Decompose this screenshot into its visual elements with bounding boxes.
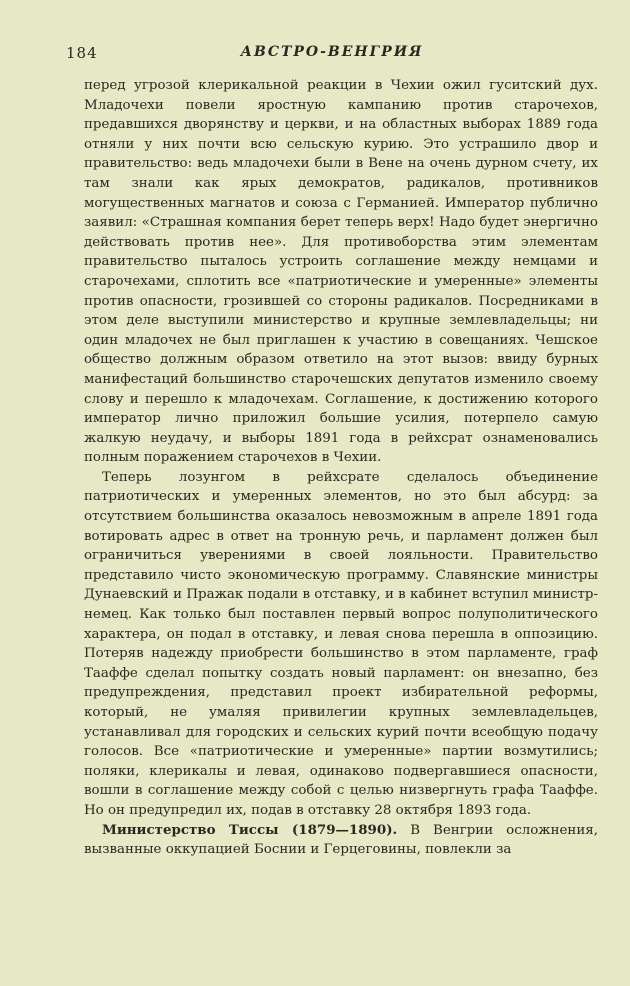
page-body: [84, 76, 598, 860]
page-header: [66, 44, 598, 66]
paragraph-1: перед угрозой клерикальной реакции в Чехии ожил гуситский дух. Младочехи повели яростную кампанию против старочехов, предавшихся дворянству и церкви, и на областных выборах 1889 года отняли у них почти всю сельскую курию. Это устрашило двор и правительство: ведь младочехи были в Вене на очень дурном счету, их там знали как ярых демократов, радикалов, противников могущественных магнатов и союза с Германией. Император публично заявил: «Страшная компания берет теперь верх! Надо будет энергично действовать против нее». Для противоборства этим элементам правительство пыталось устроить соглашение между немцами и старочехами, сплотить все «патриотические и умеренные» элементы против опасности, грозившей со стороны радикалов. Посредниками в этом деле выступили министерство и крупные землевладельцы; ни один младочех не был приглашен к участию в совещаниях. Чешское общество должным образом ответило на этот вызов: ввиду бурных манифестаций большинство старочешских депутатов изменило своему слову и перешло к младочехам. Соглашение, к достижению которого император лично приложил большие усилия, потерпело самую жалкую неудачу, и выборы 1891 года в рейхсрат ознаменовались полным поражением старочехов в Чехии.: [84, 78, 598, 466]
running-head: АВСТРО-ВЕНГРИЯ: [240, 44, 424, 60]
page-number: 184: [66, 44, 98, 62]
paragraph-2: Теперь лозунгом в рейхсрате сделалось объединение патриотических и умеренных элементов, но это был абсурд: за отсутствием большинства оказалось невозможным в апреле 1891 года вотировать адрес в ответ на тронную речь, и парламент должен был ограничиться уверениями в своей лояльности. Правительство представило чисто экономическую программу. Славянские министры Дунаевский и Пражак подали в отставку, и в кабинет вступил министр-немец. Как только был поставлен первый вопрос полуполитического характера, он подал в отставку, и левая снова перешла в оппозицию. Потеряв надежду приобрести большинство в этом парламенте, граф Тааффе сделал попытку создать новый парламент: он внезапно, без предупреждения, представил проект избирательной реформы, который, не умаляя привилегии крупных землевладельцев, устанавливал для городских и сельских курий почти всеобщую подачу голосов. Все «патриотические и умеренные» партии возмутились; поляки, клерикалы и левая, одинаково подвергавшиеся опасности, вошли в соглашение между собой с целью низвергнуть графа Тааффе. Но он предупредил их, подав в отставку 28 октября 1893 года.: [84, 469, 598, 818]
section-title: Министерство Тиссы (1879—1890).: [102, 821, 398, 838]
section-text: В Венгрии осложнения, вызванные оккупацией Боснии и Герцеговины, повлекли за: [84, 822, 598, 858]
section-paragraph: [84, 821, 598, 860]
